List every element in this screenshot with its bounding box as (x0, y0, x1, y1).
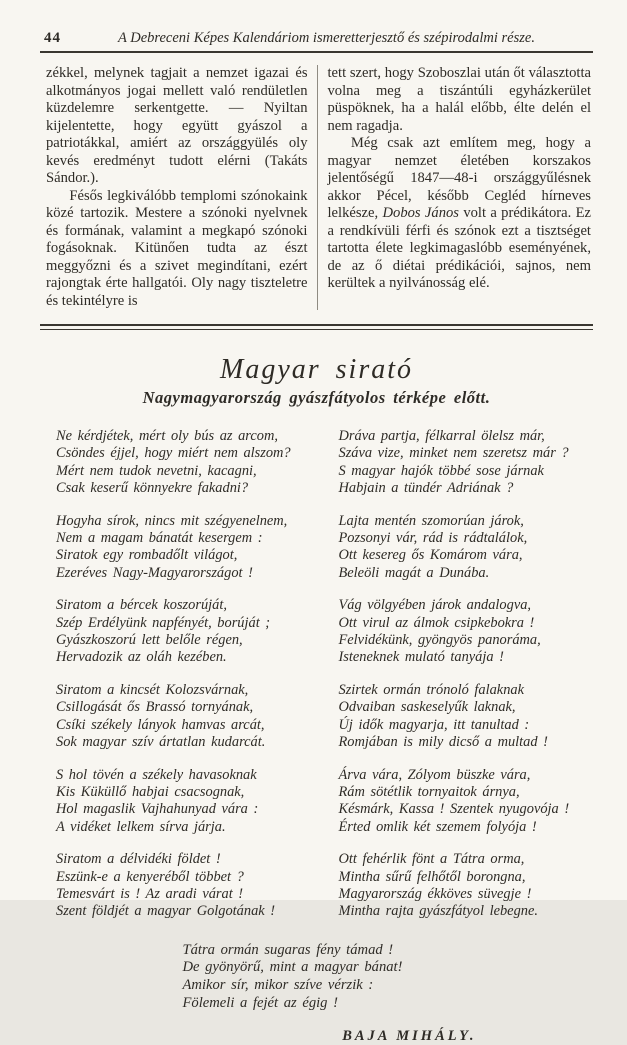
poem-stanza (339, 513, 594, 583)
poem-line: Pozsonyi vár, rád is rádtalálok, (338, 530, 528, 547)
paragraph-text: Még csak azt említem meg, hogy a magyar nemzet életében korszakos jelentőségű 1847—48-i országgyűlésnek akkor Pécel, később Cegléd hírneves lelkésze, (327, 135, 591, 221)
poem-line: Érted omlik két szemem folyója ! (338, 818, 537, 835)
poem-line: Ott kesereg ős Komárom vára, (338, 547, 523, 564)
poem-line: Késmárk, Kassa ! Szentek nyugovója ! (338, 801, 570, 818)
poem-line: Ezeréves Nagy-Magyarországot ! (56, 564, 253, 581)
poem-line: Siratom a kincsét Kolozsvárnak, (56, 681, 249, 698)
poem-line: Vág völgyében járok andalogva, (338, 597, 531, 614)
poem-line: S magyar hajók többé sose járnak (338, 462, 544, 479)
poem-line: Rám sötétlik tornyaitok árnya, (338, 783, 520, 800)
prose-paragraph: zékkel, melynek tagjait a nemzet igazai és alkotmányos jogai mellett való rendületlen küzdelemre serkentgette. — Nyiltan kijelentette, hogy együtt gyászol a patriotákkal, amiért az országgyülés oly kevés eredményt tudott elérni (Takáts Sándor.). (46, 65, 308, 186)
poem-stanza (339, 597, 594, 667)
poem-line: Lajta mentén szomorúan járok, (338, 512, 524, 529)
poem-stanza (56, 851, 317, 921)
running-title: A Debreceni Képes Kalendáriom ismeretterjesztő és szépirodalmi része. (118, 30, 535, 46)
poem-line: Mért nem tudok nevetni, kacagni, (56, 462, 257, 479)
poem-line: Csíki székely lányok hamvas arcát, (56, 716, 265, 733)
poem-line: Csöndes éjjel, hogy miért nem alszom? (56, 445, 291, 462)
poem-line: Eszünk-e a kenyeréből többet ? (56, 868, 244, 885)
poem-line: Siratom a délvidéki földet ! (56, 851, 221, 868)
poem-line: De gyönyörű, mint a magyar bánat! (182, 959, 403, 976)
poem-line: Tátra ormán sugaras fény támad ! (182, 941, 394, 958)
poem-line: Szent földjét a magyar Golgotának ! (56, 903, 276, 920)
poem-line: S hol tövén a székely havasoknak (56, 766, 257, 783)
poem-stanza (56, 428, 317, 498)
poem-line: Beleöli magát a Dunába. (338, 564, 490, 581)
poem-line: Ne kérdjétek, mért oly bús az arcom, (56, 428, 278, 444)
page-number: 44 (44, 30, 61, 46)
prose-paragraph: Fésős legkiválóbb templomi szónokaink közé tartozik. Mestere a szónoki nyelvnek és formának, valamint a megkapó szónoki fogásoknak. Kitünően tudta az észt meggyőzni és a szivet megindítani, ezért rajongtak érte hallgatói. Oly nagy tiszteletre és tekintélyre is (46, 187, 308, 309)
poem-stanza (56, 513, 317, 583)
section-divider-rule (40, 324, 593, 330)
prose-column-right (317, 65, 594, 310)
poem-line: Mintha sűrű felhőtől borongna, (338, 868, 526, 885)
prose-paragraph (328, 135, 592, 293)
poem-line: Száva vize, minket nem szeretsz már ? (338, 445, 569, 462)
poem-stanza (339, 682, 594, 752)
poem-line: Szép Erdélyünk napfényét, borúját ; (56, 614, 271, 631)
poem-line: Csillogását ős Brassó tornyának, (56, 699, 254, 716)
poem-column-right (317, 428, 594, 936)
poem-stanza (56, 597, 317, 667)
poem-line: Habjain a tündér Adriának ? (338, 480, 514, 497)
poem-line: Nem a magam bánatát kesergem : (56, 530, 263, 547)
poem-line: Árva vára, Zólyom büszke vára, (338, 766, 531, 783)
poem-body (40, 428, 593, 936)
page-header (40, 30, 593, 51)
poem-stanza (339, 767, 594, 837)
poem-author-signature: BAJA MIHÁLY. (342, 1028, 477, 1045)
poem-line: Kis Küküllő habjai csacsognak, (56, 783, 245, 800)
poem-stanza (56, 682, 317, 752)
poem-line: Hol magaslik Vajhahunyad vára : (56, 801, 259, 818)
prose-section (40, 65, 593, 310)
poem-line: Új idők magyarja, itt tanultad : (338, 716, 530, 733)
poem-line: Magyarország ékköves süvegje ! (338, 885, 532, 902)
person-name-emphasis: Dobos János (382, 205, 459, 221)
poem-stanza (56, 767, 317, 837)
poem-line: Ott fehérlik fönt a Tátra orma, (338, 851, 525, 868)
poem-line: Odvaiban saskeselyűk laknak, (338, 699, 516, 716)
poem-line: Csak keserű könnyekre fakadni? (56, 480, 249, 497)
poem-line: Hogyha sírok, nincs mit szégyenelnem, (56, 512, 288, 529)
poem-line: Temesvárt is ! Az aradi várat ! (56, 885, 244, 902)
poem-line: Felvidékünk, gyöngyös panoráma, (338, 632, 541, 649)
poem-line: Sok magyar szív ártatlan kudarcát. (56, 734, 266, 751)
poem-line: Gyászkoszorú lett belőle régen, (56, 632, 243, 649)
paragraph-text: volt a prédikátora. Ez a rendkívüli férfi és szónok ezt a tisztséget tartotta élete legkimagaslóbb eseményének, de az ő diétai prédikációi, sajnos, nem kerültek a nyilvánosság elé. (327, 205, 591, 291)
poem-line: Dráva partja, félkarral ölelsz már, (338, 428, 545, 444)
prose-paragraph: tett szert, hogy Szoboszlai után őt választotta volna meg a tiszántúli egyházkerület püspöknek, ha a halál előbb, élte delén el nem ragadja. (327, 65, 591, 134)
poem-line: Siratom a bércek koszorúját, (56, 597, 227, 614)
poem-line: Szirtek ormán trónoló falaknak (338, 681, 524, 698)
poem-line: Fölemeli a fejét az égig ! (182, 994, 338, 1011)
poem-line: Hervadozik az oláh kezében. (56, 649, 227, 666)
poem-line: Amikor sír, mikor szíve vérzik : (182, 976, 374, 993)
poem-title: Magyar sirató (220, 354, 413, 385)
poem-final-stanza-block (157, 942, 477, 1045)
poem-line: Ott virul az álmok csipkebokra ! (338, 614, 535, 631)
poem-line: Isteneknek mulató tanyája ! (338, 649, 504, 666)
poem-line: A vidéket lelkem sírva járja. (56, 818, 226, 835)
header-rule (40, 51, 593, 53)
poem-final-stanza (183, 942, 477, 1012)
poem-subtitle: Nagymagyarország gyászfátyolos térképe előtt. (142, 388, 491, 407)
poem-stanza (339, 428, 594, 498)
poem-stanza (339, 851, 594, 921)
prose-column-left (40, 65, 317, 310)
poem-column-left (40, 428, 317, 936)
poem-line: Mintha rajta gyászfátyol lebegne. (338, 903, 538, 920)
poem-line: Romjában is mily dicső a multad ! (338, 734, 548, 751)
poem-line: Siratok egy rombadőlt világot, (56, 547, 238, 564)
